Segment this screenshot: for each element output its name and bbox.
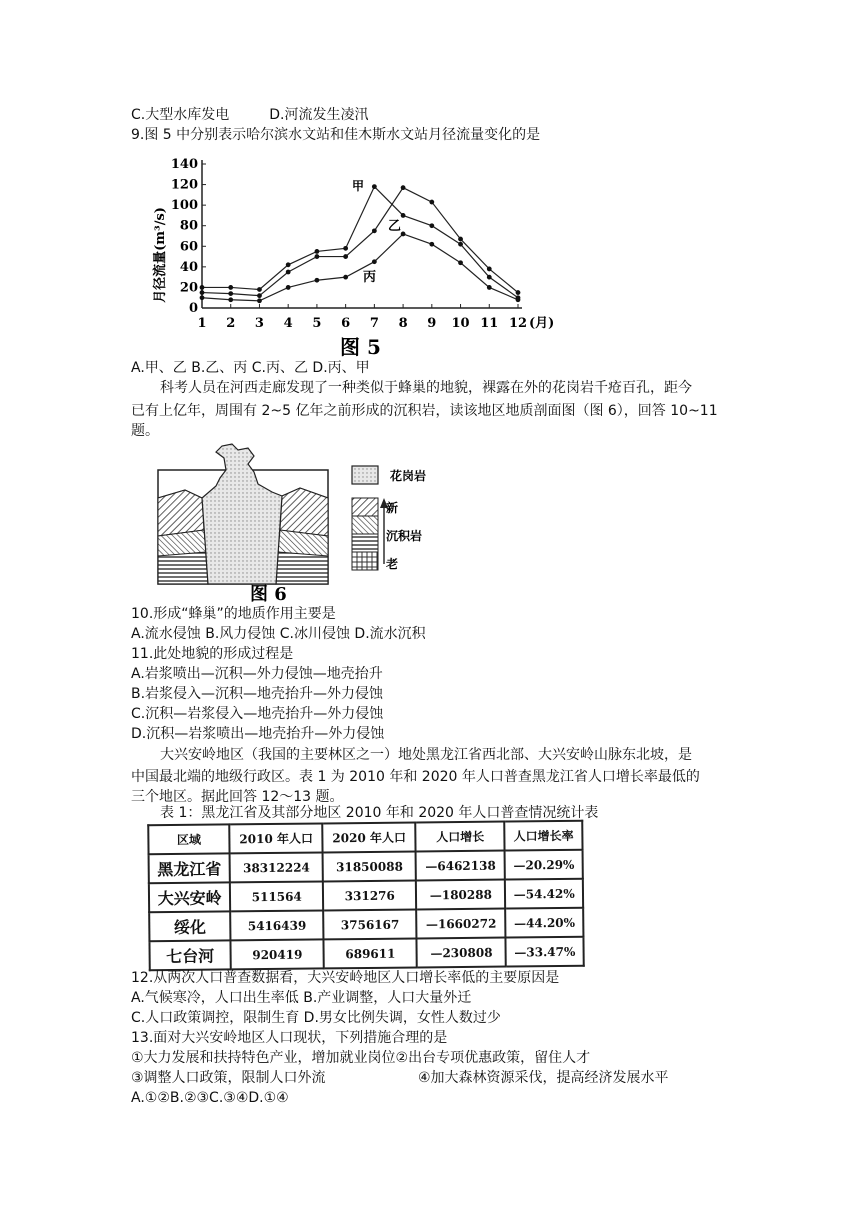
data-point <box>257 293 262 298</box>
series-label-yi: 乙 <box>388 219 402 234</box>
question-10: 10.形成“蜂巢”的地质作用主要是 <box>131 606 336 622</box>
question-11: 11.此处地貌的形成过程是 <box>131 646 294 662</box>
data-point <box>343 254 348 259</box>
legend-sedimentary-label: 沉积岩 <box>386 529 423 543</box>
data-point <box>372 184 377 189</box>
table-header: 人口增长率 <box>505 821 583 851</box>
figure-5-caption: 图 5 <box>340 335 381 359</box>
passage-1-line-2: 已有上亿年，周围有 2~5 亿年之前形成的沉积岩，读该地区地质剖面图（图 6），回答 10~11 <box>131 403 718 419</box>
table-cell: 689611 <box>324 938 417 968</box>
table-cell: 31850088 <box>323 851 416 881</box>
question-10-options: A.流水侵蚀 B.风力侵蚀 C.冰川侵蚀 D.流水沉积 <box>131 626 426 642</box>
y-tick-label: 20 <box>179 280 198 296</box>
table-row <box>149 879 583 913</box>
passage-1-line-1: 科考人员在河西走廊发现了一种类似于蜂巢的地貌，裸露在外的花岗岩千疮百孔，距今 <box>160 380 692 396</box>
question-12-options-cd: C.人口政策调控，限制生育 D.男女比例失调，女性人数过少 <box>131 1010 501 1026</box>
table-cell: 920419 <box>231 939 324 969</box>
x-tick-label: 5 <box>312 316 322 331</box>
table-row <box>149 937 583 971</box>
table-cell: —1660272 <box>416 909 505 939</box>
series-line-0 <box>202 187 518 298</box>
question-11-option-a: A.岩浆喷出—沉积—外力侵蚀—地壳抬升 <box>131 666 383 682</box>
data-point <box>516 290 521 295</box>
option-c: C.大型水库发电 <box>131 107 230 123</box>
table-header: 区域 <box>148 824 230 854</box>
table-cell: —20.29% <box>505 850 583 880</box>
x-tick-label: 1 <box>197 316 207 331</box>
question-13-options: A.①②B.②③C.③④D.①④ <box>131 1090 289 1106</box>
x-tick-label: 12 <box>508 316 528 331</box>
question-13-statement-3: ③调整人口政策，限制人口外流 <box>131 1070 326 1086</box>
figure-5-chart <box>150 150 560 360</box>
data-point <box>372 259 377 264</box>
data-point <box>458 242 463 247</box>
x-tick-label: 3 <box>254 316 264 331</box>
table-cell: —54.42% <box>505 879 583 909</box>
table-cell: 黑龙江省 <box>149 853 231 883</box>
data-point <box>286 262 291 267</box>
x-tick-label: 11 <box>480 316 499 331</box>
x-tick-label: 2 <box>226 316 236 331</box>
figure-6-caption: 图 6 <box>250 584 287 605</box>
legend-granite-swatch <box>352 466 378 484</box>
data-point <box>286 270 291 275</box>
data-point <box>401 232 406 237</box>
table-header: 2020 年人口 <box>323 822 416 852</box>
table-header: 人口增长 <box>416 822 505 852</box>
table-cell: —230808 <box>417 938 506 968</box>
series-label-bing: 丙 <box>363 270 377 285</box>
data-point <box>200 295 205 300</box>
data-point <box>343 275 348 280</box>
table-cell: 511564 <box>230 881 323 911</box>
data-point <box>315 254 320 259</box>
data-point <box>228 297 233 302</box>
table-cell: 331276 <box>323 880 416 910</box>
table-cell: —33.47% <box>506 937 584 967</box>
table-cell: —180288 <box>416 880 505 910</box>
x-tick-label: 10 <box>451 316 470 331</box>
y-tick-label: 140 <box>170 157 198 172</box>
data-point <box>516 297 521 302</box>
x-tick-label: 9 <box>427 316 437 331</box>
table-cell: —6462138 <box>416 851 505 881</box>
table-cell: —44.20% <box>506 908 584 938</box>
data-point <box>487 275 492 280</box>
data-point <box>487 285 492 290</box>
table-row <box>149 908 583 942</box>
q8-options-cd <box>131 105 368 125</box>
question-9-options: A.甲、乙 B.乙、丙 C.丙、乙 D.丙、甲 <box>131 360 370 376</box>
passage-2-line-3: 三个地区。据此回答 12～13 题。 <box>131 789 344 805</box>
question-11-option-d: D.沉积—岩浆喷出—地壳抬升—外力侵蚀 <box>131 726 385 742</box>
data-point <box>458 237 463 242</box>
table-row <box>149 850 583 884</box>
table-cell: 5416439 <box>230 910 323 940</box>
option-d: D.河流发生凌汛 <box>269 107 369 123</box>
table-cell: 绥化 <box>149 911 231 941</box>
data-point <box>257 287 262 292</box>
legend-granite-label: 花岗岩 <box>390 469 427 483</box>
table-cell: 大兴安岭 <box>149 882 231 912</box>
y-tick-label: 100 <box>170 198 198 214</box>
data-point <box>315 278 320 283</box>
question-11-option-c: C.沉积—岩浆侵入—地壳抬升—外力侵蚀 <box>131 706 384 722</box>
y-tick-label: 0 <box>188 301 198 316</box>
question-12: 12.从两次人口普查数据看，大兴安岭地区人口增长率低的主要原因是 <box>131 970 560 986</box>
legend-old-label: 老 <box>386 557 399 571</box>
population-table <box>147 820 585 972</box>
y-tick-label: 60 <box>179 239 198 255</box>
series-line-1 <box>202 188 518 296</box>
question-13: 13.面对大兴安岭地区人口现状，下列措施合理的是 <box>131 1030 448 1046</box>
data-point <box>429 242 434 247</box>
series-label-jia: 甲 <box>352 179 365 193</box>
x-tick-label: 6 <box>341 316 351 331</box>
table-header-row <box>148 821 582 855</box>
y-tick-label: 80 <box>179 218 198 234</box>
data-point <box>286 285 291 290</box>
question-13-statements-12: ①大力发展和扶持特色产业，增加就业岗位②出台专项优惠政策，留住人才 <box>131 1050 591 1066</box>
data-point <box>228 291 233 296</box>
table-cell: 38312224 <box>230 852 323 882</box>
data-point <box>458 260 463 265</box>
question-12-options-ab: A.气候寒冷，人口出生率低 B.产业调整，人口大量外迁 <box>131 990 472 1006</box>
data-point <box>343 246 348 251</box>
figure-6-diagram <box>150 440 470 605</box>
data-point <box>200 285 205 290</box>
question-9: 9.图 5 中分别表示哈尔滨水文站和佳木斯水文站月径流量变化的是 <box>131 127 541 143</box>
passage-2-line-2: 中国最北端的地级行政区。表 1 为 2010 年和 2020 年人口普查黑龙江省人口增长率最低的 <box>131 769 700 785</box>
data-point <box>401 185 406 190</box>
y-axis-label: 月径流量(m³/s) <box>153 207 168 303</box>
passage-2-line-1: 大兴安岭地区（我国的主要林区之一）地处黑龙江省西北部、大兴安岭山脉东北坡，是 <box>160 747 692 763</box>
question-13-statement-4: ④加大森林资源采伐，提高经济发展水平 <box>418 1070 669 1086</box>
question-11-option-b: B.岩浆侵入—沉积—地壳抬升—外力侵蚀 <box>131 686 384 702</box>
passage-1-line-3: 题。 <box>131 423 159 439</box>
data-point <box>200 290 205 295</box>
data-point <box>487 267 492 272</box>
x-axis-unit: (月) <box>529 316 555 331</box>
table-cell: 3756167 <box>323 909 416 939</box>
data-point <box>257 298 262 303</box>
legend-new-label: 新 <box>386 501 399 515</box>
x-tick-label: 4 <box>283 316 293 331</box>
x-tick-label: 8 <box>398 316 408 331</box>
data-point <box>429 200 434 205</box>
y-tick-label: 40 <box>179 259 198 275</box>
y-tick-label: 120 <box>170 177 198 193</box>
table-cell: 七台河 <box>149 940 231 970</box>
table-header: 2010 年人口 <box>229 823 322 853</box>
data-point <box>372 228 377 233</box>
data-point <box>401 213 406 218</box>
table-title: 表 1：黑龙江省及其部分地区 2010 年和 2020 年人口普查情况统计表 <box>160 805 599 821</box>
data-point <box>429 223 434 228</box>
x-tick-label: 7 <box>369 316 379 331</box>
data-point <box>315 249 320 254</box>
data-point <box>228 285 233 290</box>
